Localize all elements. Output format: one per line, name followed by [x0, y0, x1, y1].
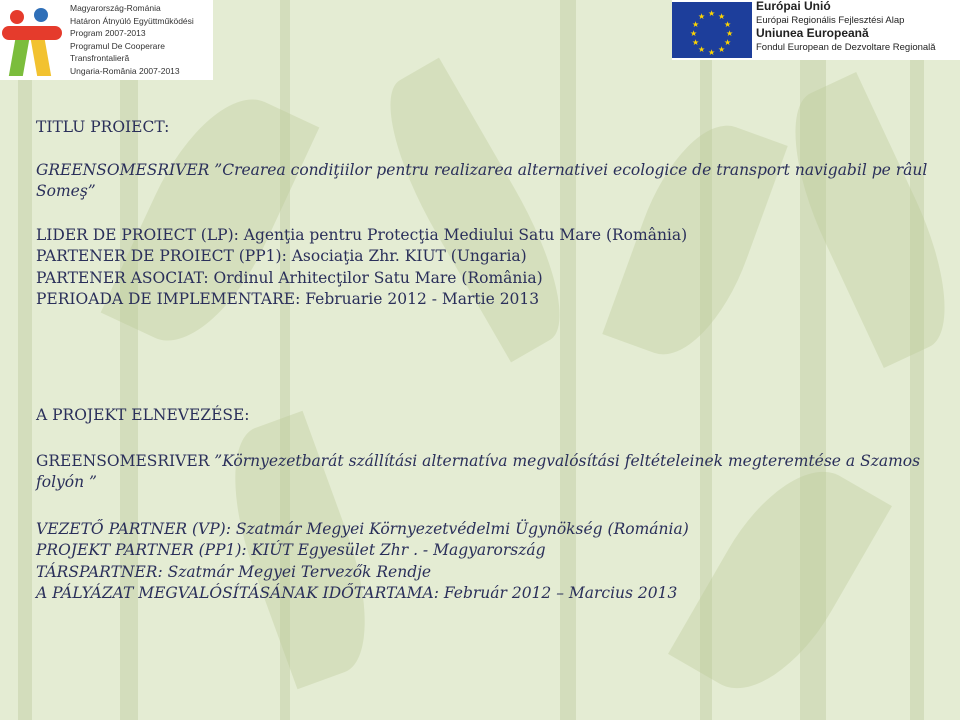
- eu-title-ro: Uniunea Europeană: [756, 26, 869, 40]
- logo-line: Ungaria-România 2007-2013: [70, 65, 180, 76]
- ro-heading: TITLU PROIECT:: [36, 118, 170, 136]
- hu-associate-partner: TÁRSPARTNER: Szatmár Megyei Tervezők Rendje: [36, 562, 432, 581]
- romanian-section: [36, 117, 940, 311]
- ro-project-title: [36, 160, 940, 203]
- program-logo-icon: [0, 0, 70, 80]
- logo-line: Programul De Cooperare: [70, 40, 165, 51]
- eu-flag-icon: ★ ★ ★ ★ ★ ★ ★ ★ ★ ★ ★ ★: [672, 2, 752, 58]
- program-logo: [0, 0, 213, 80]
- hungarian-section: [36, 405, 940, 605]
- ro-project-partner: PARTENER DE PROIECT (PP1): Asociaţia Zhr. KIUT (Ungaria): [36, 247, 527, 265]
- ro-associate-partner: PARTENER ASOCIAT: Ordinul Arhitecţilor Satu Mare (România): [36, 268, 543, 287]
- logo-line: Program 2007-2013: [70, 28, 146, 38]
- ro-lead-partner: LIDER DE PROIECT (LP): Agenţia pentru Protecţia Mediului Satu Mare (România): [36, 225, 688, 244]
- eu-sub-ro: Fondul European de Dezvoltare Regională: [756, 42, 936, 53]
- eu-title-hu: Európai Unió: [756, 0, 831, 13]
- hu-project-partner: PROJEKT PARTNER (PP1): KIÚT Egyesület Zhr . - Magyarország: [36, 541, 546, 559]
- ro-title-text: ”Crearea condiţiilor pentru realizarea alternativei ecologice de transport navigabil pe râul Someş”: [36, 160, 928, 200]
- hu-heading: A PROJEKT ELNEVEZÉSE:: [36, 406, 250, 424]
- eu-logo: [672, 0, 960, 60]
- hu-title-text: ”Környezetbarát szállítási alternatíva megvalósítási feltételeinek megteremtése a Szamos folyón ”: [36, 451, 921, 491]
- hu-project-title: [36, 451, 940, 494]
- logo-line: Határon Átnyúló Együttműködési: [70, 15, 194, 26]
- logo-line: Transfrontalieră: [70, 53, 130, 63]
- hu-implementation-period: A PÁLYÁZAT MEGVALÓSÍTÁSÁNAK IDŐTARTAMA: Február 2012 – Marcius 2013: [36, 584, 678, 602]
- logo-line: Magyarország-Románia: [70, 3, 161, 13]
- hu-lead-partner: VEZETŐ PARTNER (VP): Szatmár Megyei Környezetvédelmi Ügynökség (Románia): [36, 519, 689, 538]
- ro-title-name: GREENSOMESRIVER: [36, 160, 210, 179]
- ro-implementation-period: PERIOADA DE IMPLEMENTARE: Februarie 2012 - Martie 2013: [36, 290, 540, 308]
- hu-title-name: GREENSOMESRIVER: [36, 451, 210, 470]
- header: [0, 0, 960, 82]
- eu-sub-hu: Európai Regionális Fejlesztési Alap: [756, 15, 905, 26]
